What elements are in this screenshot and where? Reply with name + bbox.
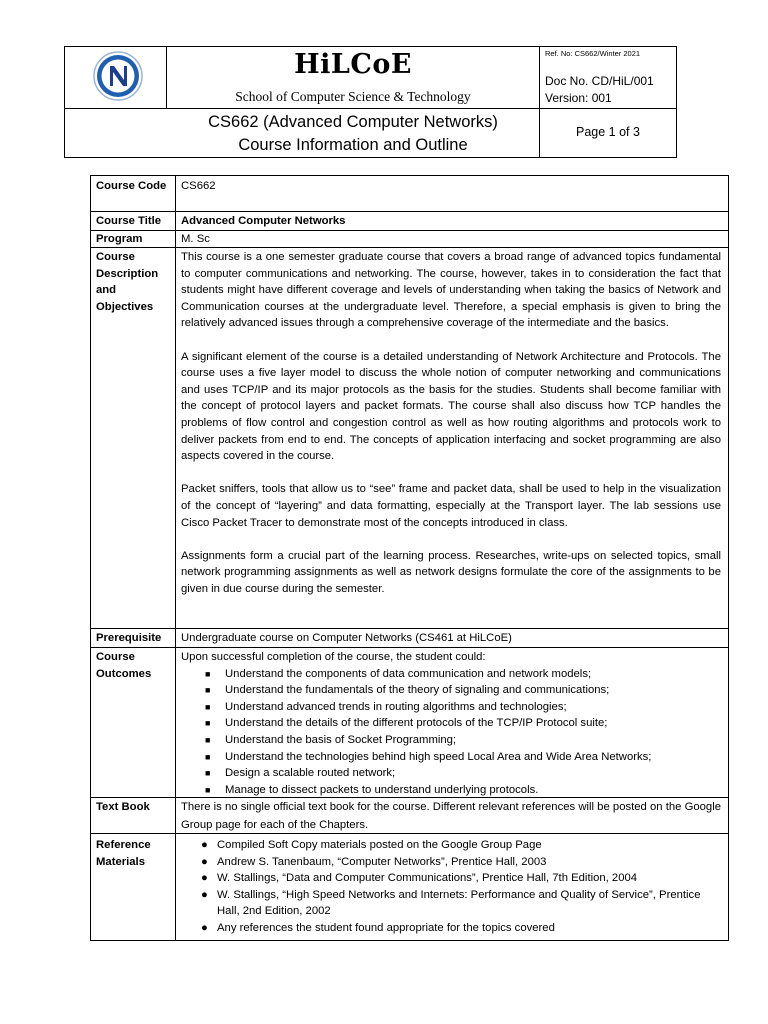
institution-name: HiLCoE — [294, 49, 412, 80]
square-bullet-icon: ■ — [205, 668, 211, 679]
reference-item-text: Compiled Soft Copy materials posted on the Google Group Page — [217, 839, 542, 851]
prerequisite-label: Prerequisite — [96, 632, 162, 644]
page-number: Page 1 of 3 — [576, 125, 640, 139]
square-bullet-icon: ■ — [205, 718, 211, 729]
round-bullet-icon: ● — [201, 888, 208, 901]
outcome-item — [181, 732, 721, 749]
program-label: Program — [96, 233, 143, 245]
outcome-item — [181, 749, 721, 766]
textbook-value: There is no single official text book for the course. Different relevant references will be posted on the Google Group page for each of the Chapters. — [181, 801, 721, 831]
outcome-item-text: Understand the details of the different protocols of the TCP/IP Protocol suite; — [225, 717, 608, 730]
description-paragraph: Assignments form a crucial part of the learning process. Researches, write-ups on selected topics, small network programming assignments as well as network designs formulate the core of the assignments to be given in due course during the semester. — [181, 549, 721, 595]
header-divider — [539, 47, 540, 158]
round-bullet-icon: ● — [201, 839, 208, 851]
outcome-item — [181, 765, 721, 782]
description-paragraph: This course is a one semester graduate course that covers a broad range of advanced topics fundamental to computer communications and networking. The course, however, takes in to consideration the fact that students might have different coverage and levels of understanding when taking the basics of Network and Communication courses at the undergraduate level. Therefore, a special emphasis is given to bring the relatively advanced issues through a comprehensive coverage of the intermediate and the basics. — [181, 251, 721, 330]
outcomes-intro: Upon successful completion of the course, the student could: — [181, 651, 486, 663]
square-bullet-icon: ■ — [205, 685, 211, 696]
table-row-divider — [91, 628, 728, 629]
course-code-label: Course Code — [96, 180, 167, 192]
description-paragraph: A significant element of the course is a detailed understanding of Network Architecture and Protocols. The course uses a five layer model to discuss the whole notion of computer networking and communications and uses TCP/IP and its major protocols as the basis for the studies. Students shall become familiar with the concept of protocol layers and packet formats. The course shall also discuss how TCP handles the problems of flow control and congestion control as well as how routing algorithms and protocols work to deliver packets from end to end. The concepts of application interfacing and socket programming are also aspects covered in the course. — [181, 350, 721, 463]
reference-item — [181, 920, 721, 937]
document-header — [64, 46, 677, 158]
outcome-item-text: Understand advanced trends in routing algorithms and technologies; — [225, 700, 567, 713]
course-heading-title: CS662 (Advanced Computer Networks) — [208, 113, 498, 131]
outcome-item — [181, 666, 721, 683]
reference-number: Ref. No: CS662/Winter 2021 — [545, 49, 641, 58]
outcomes-body — [181, 649, 721, 798]
square-bullet-icon: ■ — [205, 784, 211, 795]
references-label: Reference Materials — [96, 839, 151, 868]
reference-item-text: Andrew S. Tanenbaum, “Computer Networks”, Prentice Hall, 2003 — [217, 855, 547, 868]
hilcoe-logo-icon — [93, 51, 143, 101]
round-bullet-icon: ● — [201, 872, 208, 885]
outcome-item-text: Manage to dissect packets to understand underlying protocols. — [225, 783, 539, 796]
document-version: Version: 001 — [545, 91, 612, 105]
outcome-item — [181, 682, 721, 699]
table-column-divider — [175, 176, 176, 940]
course-title-value: Advanced Computer Networks — [181, 215, 346, 227]
outcome-item-text: Understand the fundamentals of the theory of signaling and communications; — [225, 684, 610, 697]
document-number-block — [545, 73, 654, 107]
outcomes-label: Course Outcomes — [96, 651, 152, 680]
course-title-label: Course Title — [96, 215, 162, 227]
prerequisite-value: Undergraduate course on Computer Networks (CS461 at HiLCoE) — [181, 632, 512, 644]
reference-item-text: W. Stallings, “High Speed Networks and Internets: Performance and Quality of Service”, Prentice Hall, 2nd Edition, 2002 — [217, 888, 701, 918]
reference-item — [181, 854, 721, 871]
document-number: Doc No. CD/HiL/001 — [545, 74, 654, 88]
outcome-item-text: Understand the technologies behind high speed Local Area and Wide Area Networks; — [225, 750, 652, 763]
description-label: Course Description and Objectives — [96, 251, 159, 313]
reference-item — [181, 887, 721, 920]
reference-item-text: Any references the student found appropriate for the topics covered — [217, 921, 555, 934]
course-heading — [167, 111, 539, 157]
program-value: M. Sc — [181, 233, 210, 245]
reference-item-text: W. Stallings, “Data and Computer Communications”, Prentice Hall, 7th Edition, 2004 — [217, 872, 638, 885]
outcome-item — [181, 699, 721, 716]
square-bullet-icon: ■ — [205, 701, 211, 712]
outcome-item — [181, 715, 721, 732]
textbook-label: Text Book — [96, 801, 150, 813]
outcome-item — [181, 782, 721, 799]
reference-item — [181, 870, 721, 887]
square-bullet-icon: ■ — [205, 734, 211, 745]
outcome-item-text: Understand the basis of Socket Programming; — [225, 733, 457, 746]
round-bullet-icon: ● — [201, 921, 208, 934]
header-divider — [65, 108, 676, 109]
reference-item — [181, 837, 721, 854]
description-body — [181, 249, 721, 614]
references-body — [181, 837, 721, 937]
square-bullet-icon: ■ — [205, 768, 211, 779]
round-bullet-icon: ● — [201, 855, 208, 868]
school-name: School of Computer Science & Technology — [235, 89, 471, 104]
table-row-divider — [91, 647, 728, 648]
course-code-value: CS662 — [181, 180, 216, 192]
table-row-divider — [91, 211, 728, 212]
square-bullet-icon: ■ — [205, 751, 211, 762]
course-outline-table — [90, 175, 729, 941]
outcome-item-text: Understand the components of data communication and network models; — [225, 667, 592, 680]
course-heading-subtitle: Course Information and Outline — [238, 136, 468, 154]
outcome-item-text: Design a scalable routed network; — [225, 767, 396, 780]
description-paragraph: Packet sniffers, tools that allow us to “see” frame and packet data, shall be used to help in the visualization of the concept of “layering” and data formatting, especially at the Transport layer. The lab sessions use Cisco Packet Tracer to demonstrate most of the concepts introduced in class. — [181, 483, 721, 529]
